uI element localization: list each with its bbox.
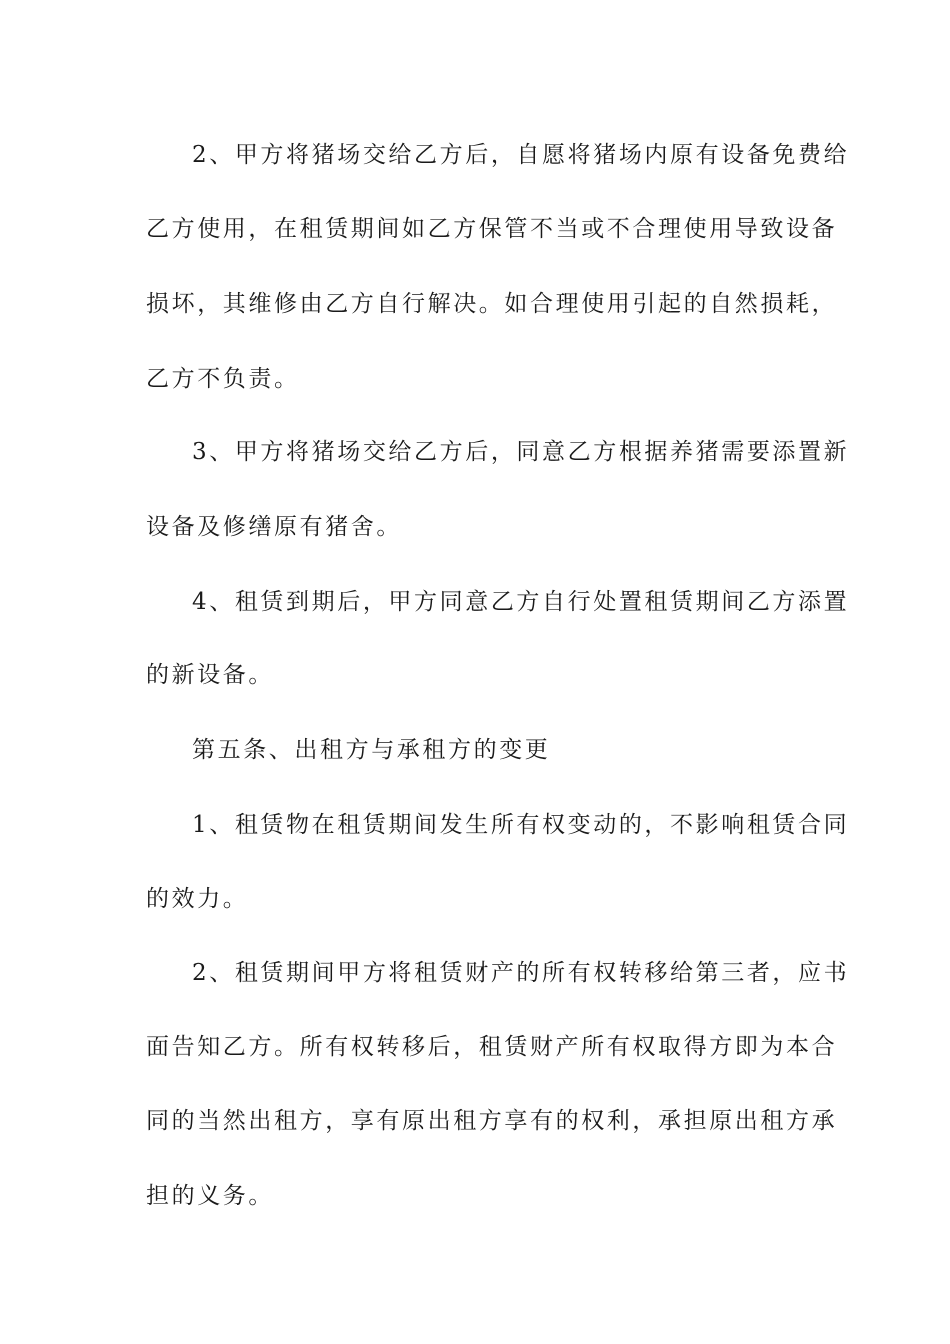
paragraph-1-line-3: 损坏，其维修由乙方自行解决。如合理使用引起的自然损耗， (146, 291, 838, 317)
paragraph-1-line-1: 2、甲方将猪场交给乙方后，自愿将猪场内原有设备免费给 (192, 142, 850, 168)
paragraph-5-line-1: 2、租赁期间甲方将租赁财产的所有权转移给第三者，应书 (192, 960, 850, 986)
paragraph-3-line-1: 4、租赁到期后，甲方同意乙方自行处置租赁期间乙方添置 (192, 589, 850, 615)
paragraph-3-line-2: 的新设备。 (146, 662, 274, 688)
paragraph-5-line-4: 担的义务。 (146, 1183, 274, 1209)
paragraph-2-line-2: 设备及修缮原有猪舍。 (146, 514, 402, 540)
paragraph-5-line-2: 面告知乙方。所有权转移后，租赁财产所有权取得方即为本合 (146, 1034, 838, 1060)
section-heading-article-5: 第五条、出租方与承租方的变更 (192, 737, 551, 763)
paragraph-1-line-2: 乙方使用，在租赁期间如乙方保管不当或不合理使用导致设备 (146, 216, 838, 242)
paragraph-4-line-2: 的效力。 (146, 886, 249, 912)
paragraph-2-line-1: 3、甲方将猪场交给乙方后，同意乙方根据养猪需要添置新 (192, 439, 850, 465)
paragraph-1-line-4: 乙方不负责。 (146, 366, 300, 392)
paragraph-4-line-1: 1、租赁物在租赁期间发生所有权变动的，不影响租赁合同 (192, 812, 850, 838)
paragraph-5-line-3: 同的当然出租方，享有原出租方享有的权利，承担原出租方承 (146, 1108, 838, 1134)
